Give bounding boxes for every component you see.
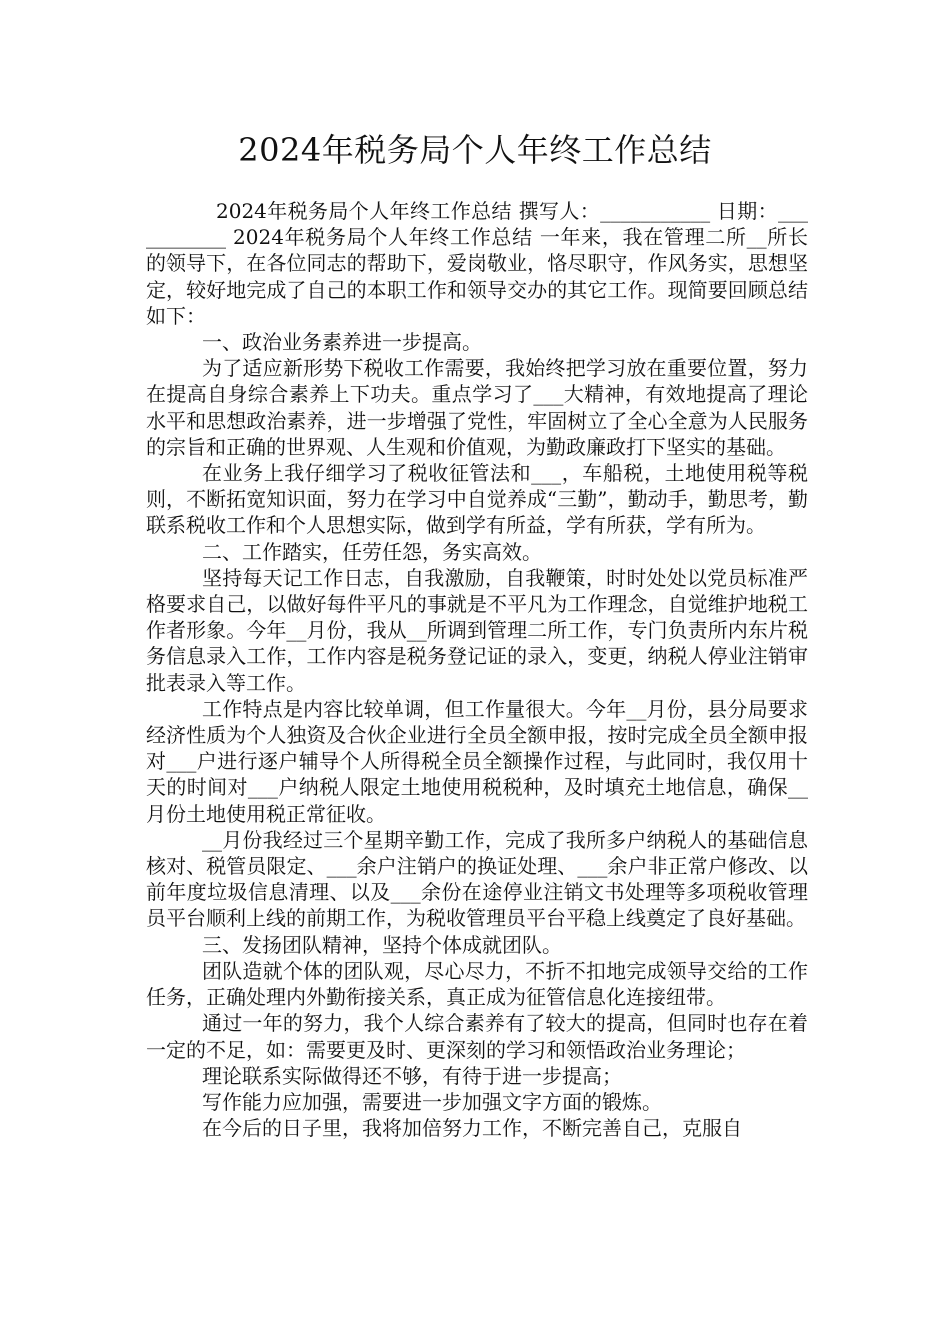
paragraph-work-features: 工作特点是内容比较单调，但工作量很大。今年__月份，县分局要求经济性质为个人独资及合伙企业进行全员全额申报，按时完成全员全额申报对___户进行逐户辅导个人所得税全员全额操作过程，与此同时，我仅用十天的时间对___户纳税人限定土地使用税税种，及时填充土地信息，确保__月份土地使用税正常征收。 xyxy=(146,696,808,826)
paragraph-platform-work: __月份我经过三个星期辛勤工作，完成了我所多户纳税人的基础信息核对、税管员限定、___余户注销户的换证处理、___余户非正常户修改、以前年度垃圾信息清理、以及___余份在途停业注销文书处理等多项税收管理员平台顺利上线的前期工作，为税收管理员平台平稳上线奠定了良好基础。 xyxy=(146,827,808,931)
paragraph-political-study: 为了适应新形势下税收工作需要，我始终把学习放在重要位置，努力在提高自身综合素养上下功夫。重点学习了___大精神，有效地提高了理论水平和思想政治素养，进一步增强了党性，牢固树立了全心全意为人民服务的宗旨和正确的世界观、人生观和价值观，为勤政廉政打下坚实的基础。 xyxy=(146,356,808,459)
paragraph-theory-practice: 理论联系实际做得还不够，有待于进一步提高； xyxy=(202,1063,622,1088)
paragraph-future: 在今后的日子里，我将加倍努力工作，不断完善自己，克服自 xyxy=(202,1116,742,1141)
paragraph-business-study: 在业务上我仔细学习了税收征管法和___，车船税，土地使用税等税则，不断拓宽知识面，努力在学习中自觉养成“三勤”，勤动手，勤思考，勤联系税收工作和个人思想实际，做到学有所益，学有所获，学有所为。 xyxy=(146,461,808,538)
document-title: 2024年税务局个人年终工作总结 xyxy=(238,131,712,169)
paragraph-intro: 2024年税务局个人年终工作总结 撰写人：___________ 日期：___________ 2024年税务局个人年终工作总结 一年来，我在管理二所__所长的领导下，在各位同志的帮助下，爱岗敬业，恪尽职守，作风务实，思想坚定，较好地完成了自己的本职工作和领导交办的其它工作。现简要回顾总结如下： xyxy=(146,199,808,328)
section-heading-2: 二、工作踏实，任劳任怨，务实高效。 xyxy=(202,539,542,564)
paragraph-shortcomings: 通过一年的努力，我个人综合素养有了较大的提高，但同时也存在着一定的不足，如：需要更及时、更深刻的学习和领悟政治业务理论； xyxy=(146,1011,808,1062)
paragraph-work-log: 坚持每天记工作日志，自我激励，自我鞭策，时时处处以党员标准严格要求自己，以做好每件平凡的事就是不平凡为工作理念，自觉维护地税工作者形象。今年__月份，我从__所调到管理二所工作，专门负责所内东片税务信息录入工作，工作内容是税务登记证的录入，变更，纳税人停业注销审批表录入等工作。 xyxy=(146,565,808,695)
section-heading-3: 三、发扬团队精神，坚持个体成就团队。 xyxy=(202,932,562,957)
section-heading-1: 一、政治业务素养进一步提高。 xyxy=(202,330,482,355)
paragraph-writing: 写作能力应加强，需要进一步加强文字方面的锻炼。 xyxy=(202,1089,662,1114)
paragraph-team: 团队造就个体的团队观，尽心尽力，不折不扣地完成领导交给的工作任务，正确处理内外勤衔接关系，真正成为征管信息化连接纽带。 xyxy=(146,958,808,1010)
document-body xyxy=(146,198,808,1141)
